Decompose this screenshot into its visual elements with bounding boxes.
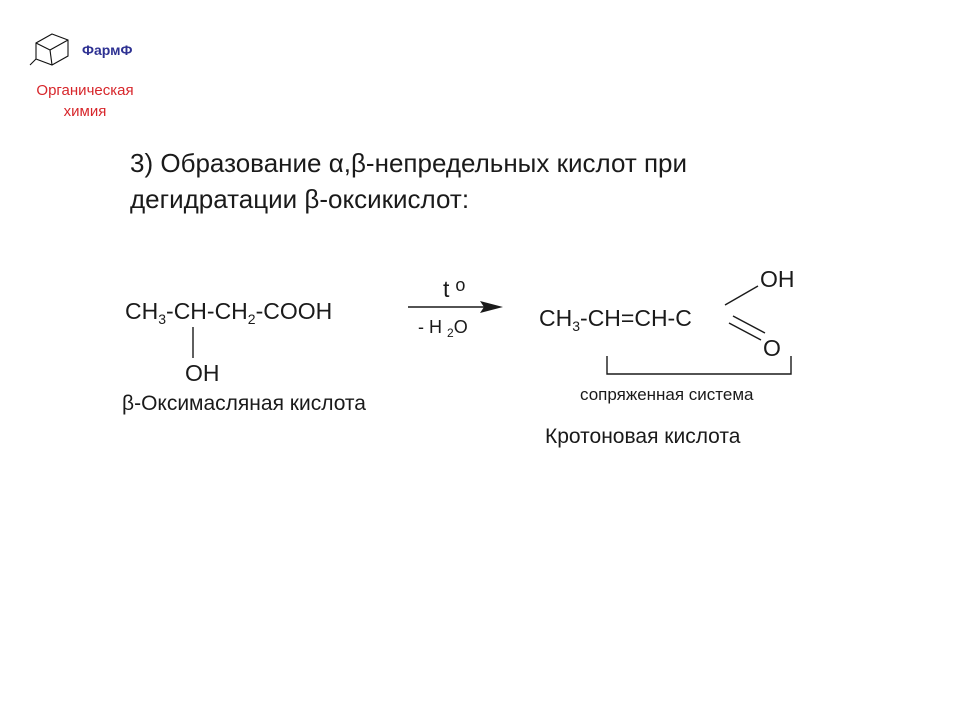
product-ch3: CH bbox=[539, 305, 573, 331]
degree-symbol: o bbox=[455, 275, 466, 295]
water-prefix: - H bbox=[418, 317, 442, 337]
logo-subtitle-line2: химия bbox=[63, 103, 107, 120]
reactant-oh-group: OH bbox=[185, 360, 220, 386]
product-oh-group: OH bbox=[760, 266, 795, 292]
reactant-chain: -CH-CH bbox=[166, 298, 248, 324]
reaction-arrow-icon bbox=[408, 301, 503, 313]
product-carbonyl-bond-1 bbox=[729, 323, 761, 340]
product-carbonyl-bond-2 bbox=[733, 316, 765, 333]
water-subscript: 2 bbox=[447, 326, 454, 340]
heading-line2: дегидратации β-оксикислот: bbox=[130, 184, 470, 214]
reactant-ch3-subscript: 3 bbox=[158, 311, 167, 327]
product-ch3-subscript: 3 bbox=[572, 318, 581, 334]
temperature-symbol: t bbox=[443, 276, 450, 302]
product-carbonyl-oxygen: O bbox=[763, 335, 781, 361]
product-name: Кротоновая кислота bbox=[545, 425, 741, 448]
product-chain: -CH=CH-C bbox=[580, 305, 692, 331]
reactant-name: β-Оксимасляная кислота bbox=[122, 392, 366, 415]
heading-line1: 3) Образование α,β-непредельных кислот при bbox=[130, 148, 688, 178]
water-suffix: O bbox=[453, 317, 468, 337]
logo-name: ФармФ bbox=[82, 42, 133, 58]
reactant-ch3: CH bbox=[125, 298, 159, 324]
reactant-ch2-subscript: 2 bbox=[247, 311, 256, 327]
conjugated-system-label: сопряженная система bbox=[580, 385, 754, 404]
conjugated-system-bracket bbox=[607, 356, 791, 374]
product-oh-bond bbox=[725, 286, 758, 305]
logo-subtitle-line1: Органическая bbox=[36, 82, 134, 99]
reactant-cooh: -COOH bbox=[255, 298, 333, 324]
